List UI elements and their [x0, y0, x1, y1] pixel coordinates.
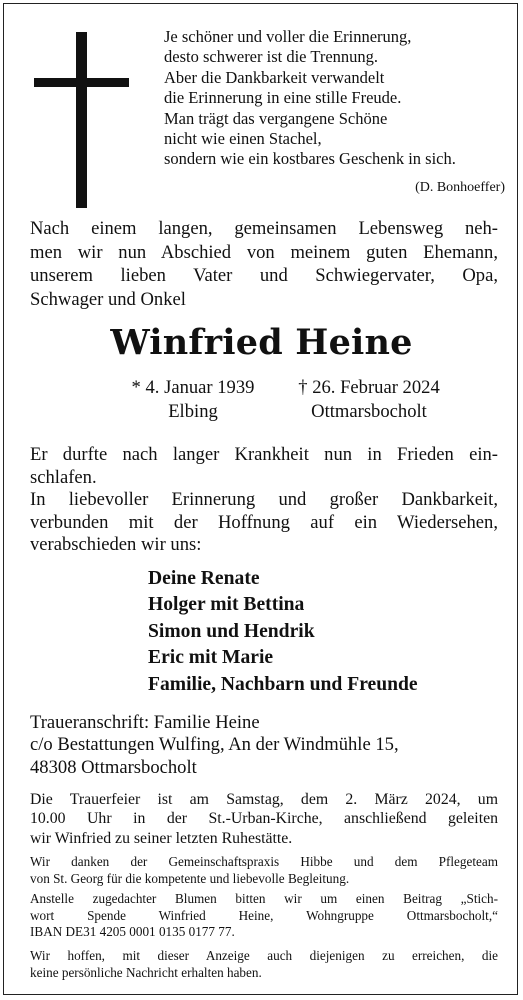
- birth-place: Elbing: [168, 401, 218, 422]
- cross-icon: [34, 32, 158, 208]
- intro-line: Schwager und Onkel: [30, 288, 186, 310]
- address-line: c/o Bestattungen Wulfing, An der Windmühle 15,: [30, 734, 399, 756]
- death-place: Ottmarsbocholt: [311, 401, 427, 422]
- death-date: † 26. Februar 2024: [298, 377, 440, 398]
- death-info: [284, 376, 454, 424]
- address-line: Traueranschrift: Familie Heine: [30, 712, 260, 733]
- intro-line: men wir nun Abschied von meinem guten Ehemann,: [30, 241, 498, 263]
- message-line: schlafen.: [30, 466, 97, 488]
- message-line: verabschieden wir uns:: [30, 534, 202, 556]
- donation-note: [30, 891, 498, 941]
- quote-author: (D. Bonhoeffer): [415, 180, 505, 195]
- closing-line: keine persönliche Nachricht erhalten haben.: [30, 964, 262, 980]
- message-line: In liebevoller Erinnerung und großer Dankbarkeit,: [30, 489, 498, 511]
- farewell-message: [30, 444, 498, 557]
- thanks-line: von St. Georg für die kompetente und liebevolle Begleitung.: [30, 870, 350, 886]
- intro-text: [30, 217, 498, 311]
- closing-note: [30, 948, 498, 981]
- quote-line: sondern wie ein kostbares Geschenk in sich.: [164, 149, 456, 169]
- quote-line: nicht wie einen Stachel,: [164, 129, 322, 149]
- message-line: Er durfte nach langer Krankheit nun in Frieden ein-: [30, 444, 498, 465]
- bonhoeffer-quote: [164, 27, 504, 170]
- thanks-note: [30, 854, 498, 887]
- service-line: 10.00 Uhr in der St.-Urban-Kirche, anschließend geleiten: [30, 810, 498, 828]
- closing-line: Wir hoffen, mit dieser Anzeige auch diejenigen zu erreichen, die: [30, 948, 498, 963]
- thanks-line: Wir danken der Gemeinschaftspraxis Hibbe und dem Pflegeteam: [30, 854, 498, 869]
- service-line: wir Winfried zu seiner letzten Ruhestätte.: [30, 829, 293, 847]
- mourner-item: Simon und Hendrik: [148, 620, 315, 642]
- quote-line: Aber die Dankbarkeit verwandelt: [164, 67, 385, 87]
- quote-line: die Erinnerung in eine stille Freude.: [164, 88, 402, 108]
- mourner-item: Familie, Nachbarn und Freunde: [148, 673, 418, 695]
- birth-info: [108, 376, 278, 424]
- mourner-item: Eric mit Marie: [148, 647, 274, 669]
- quote-line: Man trägt das vergangene Schöne: [164, 108, 388, 128]
- intro-line: unserem lieben Vater und Schwiegervater, Opa,: [30, 265, 498, 287]
- quote-line: Je schöner und voller die Erinnerung,: [164, 27, 412, 46]
- message-line: verbunden mit der Hoffnung auf ein Wiedersehen,: [30, 511, 498, 533]
- mourner-item: Deine Renate: [148, 568, 260, 589]
- service-info: [30, 790, 498, 848]
- address-line: 48308 Ottmarsbocholt: [30, 756, 197, 778]
- donation-line: wort Spende Winfried Heine, Wohngruppe Ottmarsbocholt,“: [30, 907, 498, 923]
- service-line: Die Trauerfeier ist am Samstag, dem 2. März 2024, um: [30, 791, 498, 808]
- donation-line: Anstelle zugedachter Blumen bitten wir um einen Beitrag „Stich-: [30, 891, 498, 906]
- mourners-list: [148, 566, 418, 698]
- quote-line: desto schwerer ist die Trennung.: [164, 47, 379, 67]
- birth-date: * 4. Januar 1939: [131, 377, 255, 398]
- deceased-name: Winfried Heine: [110, 322, 413, 363]
- mourner-item: Holger mit Bettina: [148, 594, 305, 616]
- mourning-address: [30, 712, 498, 779]
- intro-line: Nach einem langen, gemeinsamen Lebensweg neh-: [30, 218, 498, 239]
- obituary-notice: [3, 3, 518, 995]
- donation-line: IBAN DE31 4205 0001 0135 0177 77.: [30, 924, 235, 940]
